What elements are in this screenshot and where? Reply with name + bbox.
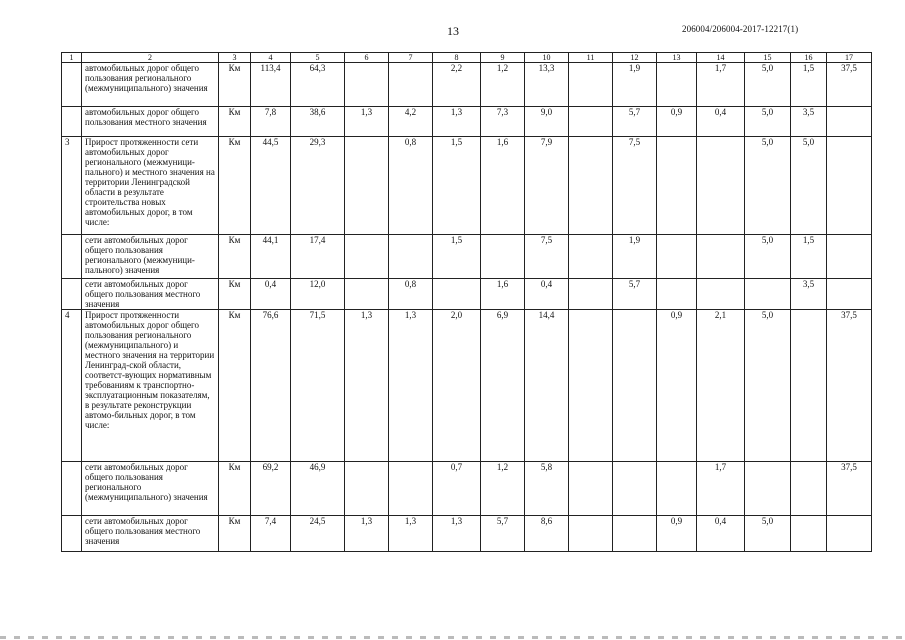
value-cell: [345, 279, 389, 310]
value-cell: 9,0: [525, 107, 569, 137]
value-cell: [613, 462, 657, 516]
value-cell: 0,4: [697, 516, 745, 552]
row-unit: Км: [219, 279, 251, 310]
value-cell: 1,5: [791, 63, 827, 107]
table-row: [62, 462, 872, 516]
row-description: Прирост протяженности сети автомобильных дорог регионального (межмуници-пального) и местного значения на территории Ленинградской области в результате строительства новых автомобильных дорог, в том числе:: [82, 137, 219, 235]
value-cell: 1,3: [345, 310, 389, 462]
data-table: [61, 52, 872, 552]
value-cell: 5,7: [613, 279, 657, 310]
column-header: 11: [569, 53, 613, 63]
value-cell: 5,7: [613, 107, 657, 137]
value-cell: [657, 137, 697, 235]
row-unit: Км: [219, 235, 251, 279]
value-cell: [697, 235, 745, 279]
value-cell: 69,2: [251, 462, 291, 516]
value-cell: 0,7: [433, 462, 481, 516]
value-cell: 3,5: [791, 279, 827, 310]
value-cell: 76,6: [251, 310, 291, 462]
value-cell: 1,3: [345, 516, 389, 552]
value-cell: [827, 279, 872, 310]
value-cell: 2,2: [433, 63, 481, 107]
column-header: 7: [389, 53, 433, 63]
value-cell: [569, 310, 613, 462]
value-cell: [657, 279, 697, 310]
value-cell: 13,3: [525, 63, 569, 107]
document-code: 206004/206004-2017-12217(1): [682, 24, 799, 34]
table-row: [62, 516, 872, 552]
value-cell: 1,5: [791, 235, 827, 279]
value-cell: 5,0: [745, 235, 791, 279]
row-description: сети автомобильных дорог общего пользования регионального (межмуниципального) значения: [82, 462, 219, 516]
table-row: [62, 63, 872, 107]
table-row: [62, 107, 872, 137]
value-cell: [613, 310, 657, 462]
row-index: 4: [62, 310, 82, 462]
value-cell: 0,9: [657, 516, 697, 552]
value-cell: 1,6: [481, 137, 525, 235]
row-index: [62, 235, 82, 279]
row-unit: Км: [219, 462, 251, 516]
value-cell: [745, 279, 791, 310]
column-header: 4: [251, 53, 291, 63]
value-cell: 0,4: [525, 279, 569, 310]
value-cell: 5,8: [525, 462, 569, 516]
value-cell: [613, 516, 657, 552]
value-cell: 5,0: [745, 63, 791, 107]
value-cell: 37,5: [827, 462, 872, 516]
row-unit: Км: [219, 107, 251, 137]
value-cell: 1,5: [433, 235, 481, 279]
value-cell: 2,1: [697, 310, 745, 462]
value-cell: [433, 279, 481, 310]
column-header: 14: [697, 53, 745, 63]
value-cell: [791, 310, 827, 462]
value-cell: [827, 235, 872, 279]
value-cell: 7,4: [251, 516, 291, 552]
value-cell: 44,1: [251, 235, 291, 279]
value-cell: [569, 235, 613, 279]
value-cell: [569, 279, 613, 310]
column-header: 2: [82, 53, 219, 63]
table-row: [62, 137, 872, 235]
value-cell: [697, 137, 745, 235]
value-cell: 113,4: [251, 63, 291, 107]
row-description: сети автомобильных дорог общего пользования местного значения: [82, 516, 219, 552]
row-index: [62, 279, 82, 310]
value-cell: 1,9: [613, 63, 657, 107]
table-row: [62, 279, 872, 310]
value-cell: 3,5: [791, 107, 827, 137]
value-cell: [569, 107, 613, 137]
row-unit: Км: [219, 310, 251, 462]
column-header: 13: [657, 53, 697, 63]
value-cell: [569, 462, 613, 516]
table-body: [62, 53, 872, 552]
page-number: 13: [447, 24, 459, 38]
value-cell: 0,8: [389, 279, 433, 310]
value-cell: 1,3: [389, 516, 433, 552]
value-cell: 5,0: [745, 310, 791, 462]
row-description: сети автомобильных дорог общего пользования регионального (межмуници-пального) значения: [82, 235, 219, 279]
value-cell: 8,6: [525, 516, 569, 552]
column-header: 8: [433, 53, 481, 63]
value-cell: 0,9: [657, 310, 697, 462]
row-description: автомобильных дорог общего пользования местного значения: [82, 107, 219, 137]
value-cell: [745, 462, 791, 516]
value-cell: 7,9: [525, 137, 569, 235]
value-cell: 29,3: [291, 137, 345, 235]
value-cell: 1,6: [481, 279, 525, 310]
value-cell: 17,4: [291, 235, 345, 279]
value-cell: 1,9: [613, 235, 657, 279]
value-cell: 71,5: [291, 310, 345, 462]
value-cell: 37,5: [827, 63, 872, 107]
value-cell: 44,5: [251, 137, 291, 235]
value-cell: [697, 279, 745, 310]
value-cell: 1,3: [433, 516, 481, 552]
value-cell: [389, 63, 433, 107]
value-cell: [657, 235, 697, 279]
row-index: [62, 107, 82, 137]
column-header: 6: [345, 53, 389, 63]
row-description: сети автомобильных дорог общего пользования местного значения: [82, 279, 219, 310]
value-cell: 14,4: [525, 310, 569, 462]
value-cell: 7,5: [525, 235, 569, 279]
table-row: [62, 235, 872, 279]
value-cell: [657, 462, 697, 516]
value-cell: 5,0: [745, 137, 791, 235]
column-header: 12: [613, 53, 657, 63]
column-header: 15: [745, 53, 791, 63]
value-cell: [791, 462, 827, 516]
value-cell: [569, 137, 613, 235]
column-header: 17: [827, 53, 872, 63]
value-cell: 1,3: [433, 107, 481, 137]
value-cell: 1,2: [481, 63, 525, 107]
value-cell: [827, 516, 872, 552]
value-cell: 6,9: [481, 310, 525, 462]
scan-edge-line: [0, 636, 905, 639]
column-header: 16: [791, 53, 827, 63]
row-description: автомобильных дорог общего пользования регионального (межмуниципального) значения: [82, 63, 219, 107]
value-cell: [389, 462, 433, 516]
value-cell: 37,5: [827, 310, 872, 462]
value-cell: 7,8: [251, 107, 291, 137]
value-cell: [345, 137, 389, 235]
value-cell: 5,0: [745, 107, 791, 137]
value-cell: 2,0: [433, 310, 481, 462]
value-cell: [345, 63, 389, 107]
value-cell: [657, 63, 697, 107]
value-cell: 0,8: [389, 137, 433, 235]
row-unit: Км: [219, 137, 251, 235]
table-row: [62, 310, 872, 462]
column-header: 5: [291, 53, 345, 63]
header-row: [62, 53, 872, 63]
row-index: [62, 516, 82, 552]
value-cell: [827, 107, 872, 137]
value-cell: 1,7: [697, 462, 745, 516]
row-unit: Км: [219, 516, 251, 552]
value-cell: 38,6: [291, 107, 345, 137]
column-header: 10: [525, 53, 569, 63]
row-index: [62, 63, 82, 107]
value-cell: 0,4: [251, 279, 291, 310]
value-cell: [827, 137, 872, 235]
value-cell: [345, 462, 389, 516]
column-header: 9: [481, 53, 525, 63]
value-cell: [481, 235, 525, 279]
value-cell: 1,2: [481, 462, 525, 516]
value-cell: 1,7: [697, 63, 745, 107]
value-cell: 7,5: [613, 137, 657, 235]
value-cell: [389, 235, 433, 279]
column-header: 1: [62, 53, 82, 63]
value-cell: 0,9: [657, 107, 697, 137]
value-cell: 1,3: [389, 310, 433, 462]
value-cell: 0,4: [697, 107, 745, 137]
value-cell: 5,0: [745, 516, 791, 552]
row-unit: Км: [219, 63, 251, 107]
value-cell: 4,2: [389, 107, 433, 137]
value-cell: [569, 516, 613, 552]
row-description: Прирост протяженности автомобильных дорог общего пользования регионального (межмуниципального) и местного значения на территории Ленинград-ской области, соответст-вующих нормативным требованиям к транспортно-эксплуатационным показателям, в результате реконструкции автомо-бильных дорог, в том числе:: [82, 310, 219, 462]
row-index: [62, 462, 82, 516]
value-cell: 24,5: [291, 516, 345, 552]
value-cell: [791, 516, 827, 552]
value-cell: [345, 235, 389, 279]
value-cell: 5,0: [791, 137, 827, 235]
value-cell: 1,5: [433, 137, 481, 235]
value-cell: 12,0: [291, 279, 345, 310]
value-cell: 5,7: [481, 516, 525, 552]
column-header: 3: [219, 53, 251, 63]
value-cell: 64,3: [291, 63, 345, 107]
value-cell: [569, 63, 613, 107]
value-cell: 1,3: [345, 107, 389, 137]
value-cell: 46,9: [291, 462, 345, 516]
value-cell: 7,3: [481, 107, 525, 137]
row-index: 3: [62, 137, 82, 235]
